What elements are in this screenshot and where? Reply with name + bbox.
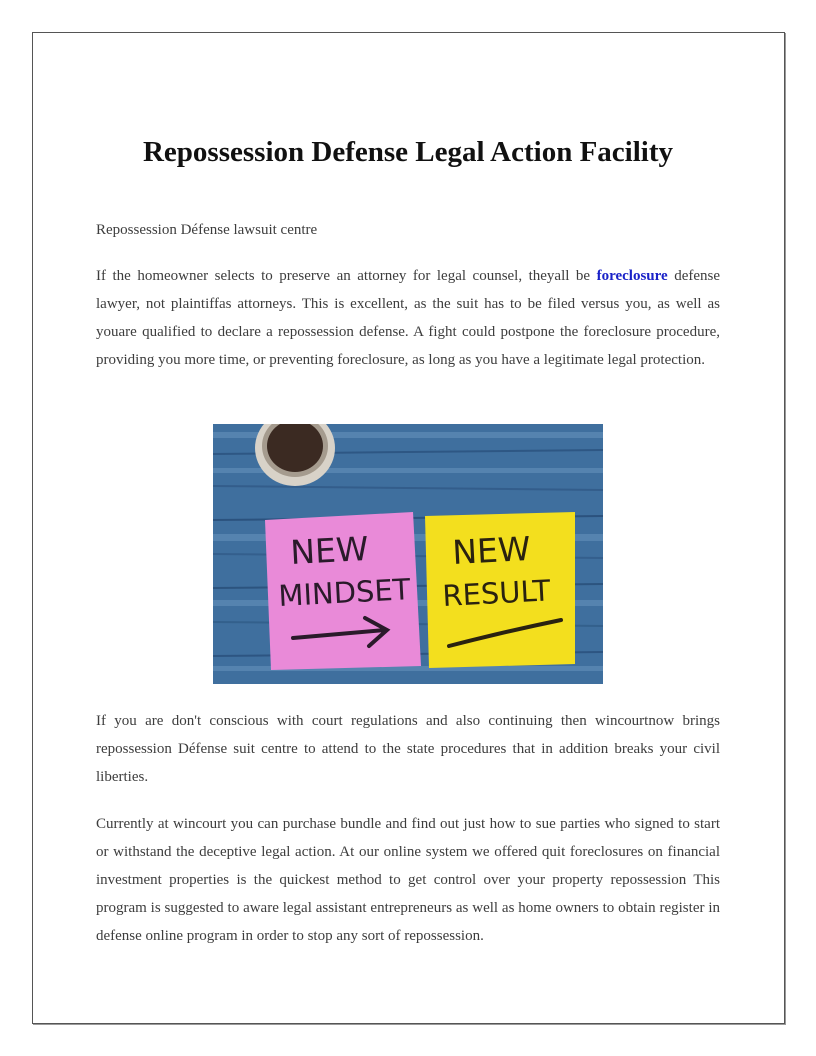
paragraph-intro-text-b: defense lawyer, not plaintiffas attorneys. This is excellent, as the suit has to be filed versus you, as well as youare qualified to declare a repossession defense. A fight could postpone the foreclosure procedure, providing you more time, or preventing foreclosure, as long as you have a legitimate legal protection.: [96, 268, 720, 368]
note-right-line2: RESULT: [441, 573, 552, 613]
subtitle: Repossession Défense lawsuit centre: [96, 222, 318, 238]
paragraph-intro: [96, 262, 720, 374]
paragraph-wincourt: Currently at wincourt you can purchase bundle and find out just how to sue parties who signed to start or withstand the deceptive legal action. At our online system we offered quit foreclosures on financial investment properties is the quickest method to get control over your property repossession This program is suggested to aware legal assistant entrepreneurs as well as home owners to obtain register in defense online program in order to stop any sort of repossession.: [96, 816, 720, 944]
note-left-line2: MINDSET: [277, 572, 412, 613]
paragraph-wincourtnow: If you are don't conscious with court regulations and also continuing then wincourtnow brings repossession Défense suit centre to attend to the state procedures that in addition breaks your civil liberties.: [96, 713, 720, 785]
mindset-illustration: [213, 424, 603, 684]
note-right-line1: NEW: [451, 528, 532, 572]
page-title: Repossession Defense Legal Action Facility: [142, 136, 673, 168]
pink-sticky-note: [265, 512, 421, 670]
paragraph-intro-text-a: If the homeowner selects to preserve an attorney for legal counsel, theyall be: [96, 268, 597, 284]
yellow-sticky-note: [425, 512, 575, 668]
note-left-line1: NEW: [289, 528, 370, 572]
foreclosure-link[interactable]: foreclosure: [596, 268, 668, 284]
